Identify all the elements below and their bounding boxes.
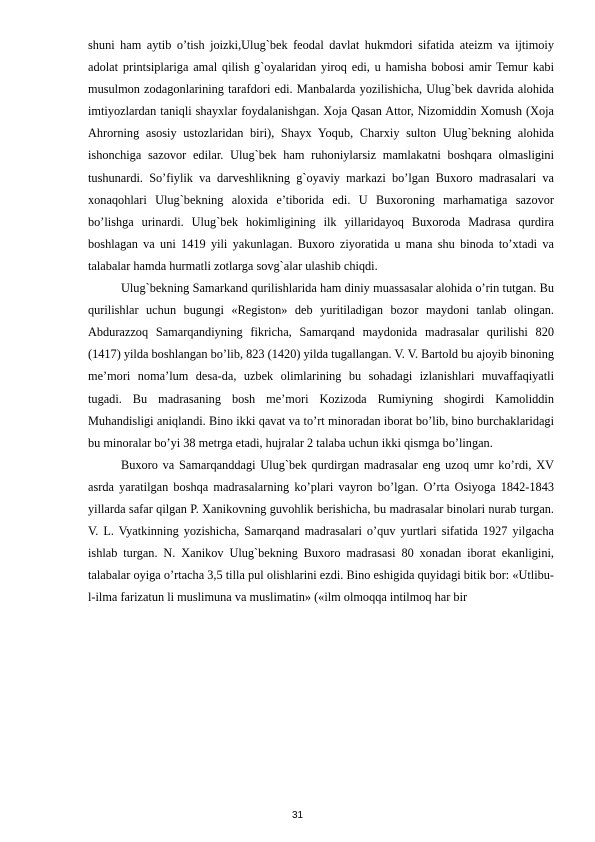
paragraph-bukhara-samarkand-madrasas: Buxoro va Samarqanddagi Ulug`bek qurdirgan madrasalar eng uzoq umr ko’rdi, XV asrda yaratilgan boshqa madrasalarning ko’plari vayron bo’lgan. O’rta Osiyoga 1842-1843 yillarda safar qilgan P. Xanikovning guvohlik berishicha, bu madrasalar binolari nurab turgan. V. L. Vyatkinning yozishicha, Samarqand madrasalari o’quv yurtlari sifatida 1927 yilgacha ishlab turgan. N. Xanikov Ulug`bekning Buxoro madrasasi 80 xonadan iborat ekanligini, talabalar oyiga o’rtacha 3,5 tilla pul olishlarini ezdi. Bino eshigida quyidagi bitik bor: «Utlibu-l-ilma farizatun li muslimuna va muslimatin» («ilm olmoqqa intilmoq har bir: [88, 457, 554, 605]
paragraph-continuation: shuni ham aytib o’tish joizki,Ulug`bek feodal davlat hukmdori sifatida ateizm va ijtimoiy adolat printsiplariga amal qilish g`oyalaridan yiroq edi, u hamisha bobosi amir Temur kabi musulmon zodagonlarining tarafdori edi. Manbalarda yozilishicha, Ulug`bek davrida alohida imtiyozlardan taniqli shayxlar foydalanishgan. Xoja Qasan Attor, Nizomiddin Xomush (Xoja Ahrorning asosiy ustozlaridan biri), Shayx Yoqub, Charxiy sulton Ulug`bekning alohida ishonchiga sazovor edilar. Ulug`bek ham ruhoniylarsiz mamlakatni boshqara olmasligini tushunardi. So’fiylik va darveshlikning g`oyaviy markazi bo’lgan Buxoro madrasalari va xonaqohlari Ulug`bekning aloxida e’tiborida edi. U Buxoroning marhamatiga sazovor bo’lishga urinardi. Ulug`bek hokimligining ilk yillaridayoq Buxoroda Madrasa qurdira boshlagan va uni 1419 yili yakunlagan. Buxoro ziyoratida u mana shu binoda to’xtadi va talabalar hamda hurmatli zotlarga sovg`alar ulashib chiqdi.: [88, 38, 554, 273]
document-body: [88, 34, 554, 608]
paragraph-samarkand-buildings: Ulug`bekning Samarkand qurilishlarida ham diniy muassasalar alohida o’rin tutgan. Bu qurilishlar uchun bugungi «Registon» deb yuritiladigan bozor maydoni tanlab olingan. Abdurazzoq Samarqandiyning fikricha, Samarqand maydonida madrasalar qurilishi 820 (1417) yilda boshlangan bo’lib, 823 (1420) yilda tugallangan. V. V. Bartold bu ajoyib binoning me’mori noma’lum desa-da, uzbek olimlarining bu sohadagi izlanishlari muvaffaqiyatli tugadi. Bu madrasaning bosh me’mori Kozizoda Rumiyning shogirdi Kamoliddin Muhandisligi aniqlandi. Bino ikki qavat va to’rt minoradan iborat bo’lib, bino burchaklaridagi bu minoralar bo’yi 38 metrga etadi, hujralar 2 talaba uchun ikki qismga bo’lingan.: [88, 281, 554, 450]
page-number: 31: [291, 810, 304, 821]
